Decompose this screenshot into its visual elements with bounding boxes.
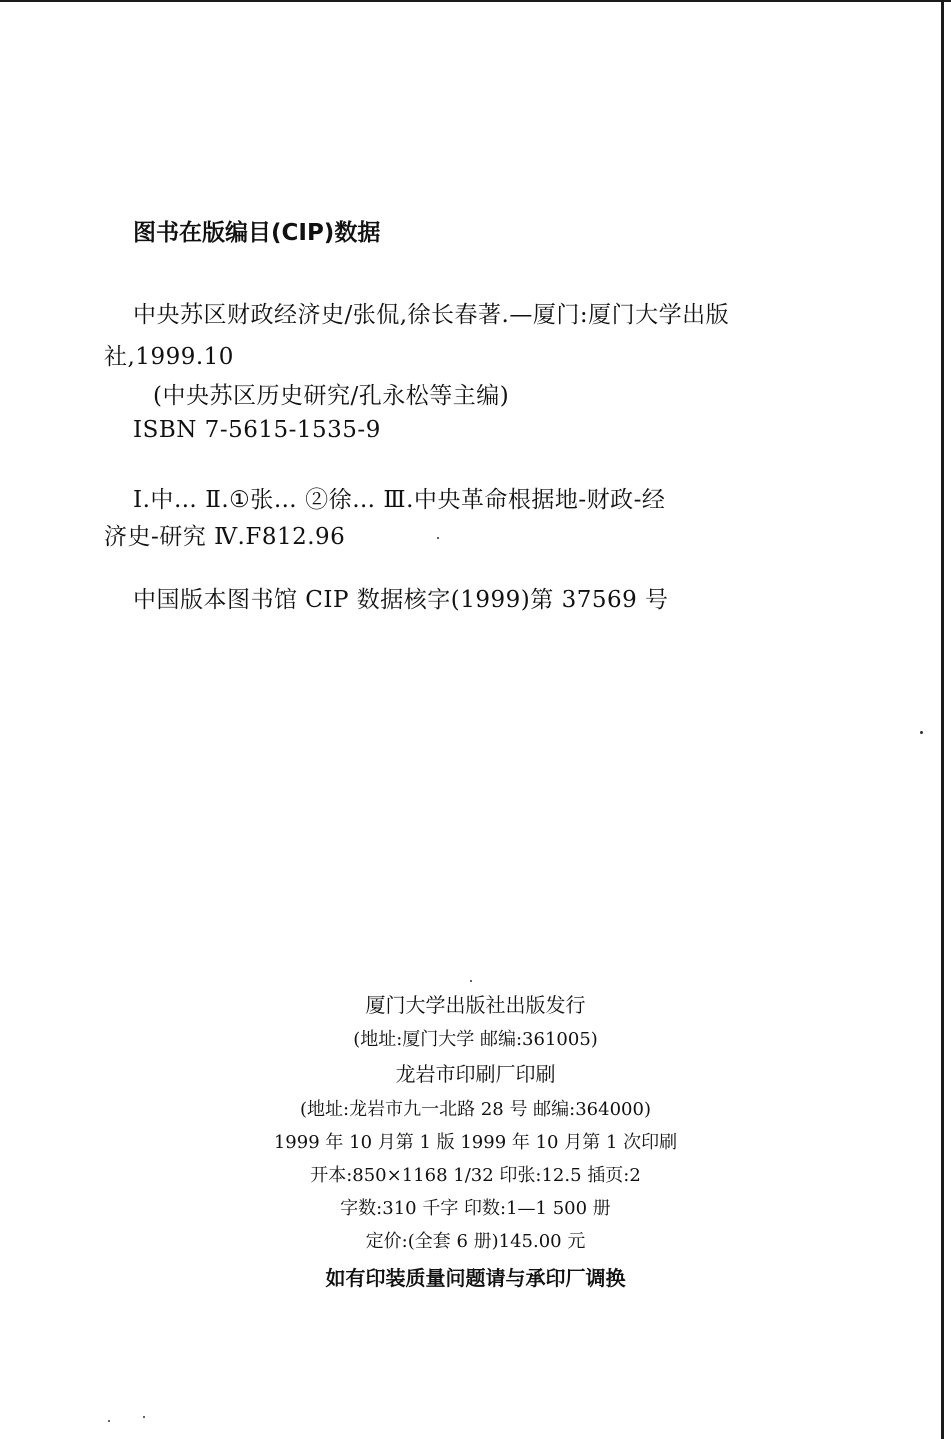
cip-subject-line-1: Ⅰ.中… Ⅱ.①张… ②徐… Ⅲ.中央革命根据地-财政-经 — [133, 487, 666, 513]
imprint-publisher-address: (地址:厦门大学 邮编:361005) — [353, 1029, 598, 1050]
imprint-counts: 字数:310 千字 印数:1—1 500 册 — [340, 1198, 611, 1219]
cip-record-number: 中国版本图书馆 CIP 数据核字(1999)第 37569 号 — [133, 587, 669, 613]
imprint-price: 定价:(全套 6 册)145.00 元 — [365, 1231, 586, 1252]
imprint-quality-notice: 如有印装质量问题请与承印厂调换 — [325, 1266, 626, 1290]
cip-isbn: ISBN 7-5615-1535-9 — [133, 417, 381, 443]
scan-speck — [920, 731, 923, 734]
top-border-line — [0, 0, 951, 2]
cip-title-line-2: 社,1999.10 — [104, 344, 234, 370]
cip-title-line-1: 中央苏区财政经济史/张侃,徐长春著.—厦门:厦门大学出版 — [133, 302, 730, 328]
cip-heading: 图书在版编目(CIP)数据 — [133, 220, 381, 246]
scan-speck — [437, 537, 439, 539]
scan-speck — [470, 980, 472, 982]
imprint-format: 开本:850×1168 1/32 印张:12.5 插页:2 — [310, 1165, 641, 1186]
scan-speck — [108, 1420, 110, 1422]
imprint-publisher: 厦门大学出版社出版发行 — [365, 993, 586, 1017]
imprint-printer: 龙岩市印刷厂印刷 — [395, 1062, 556, 1086]
scan-speck — [143, 1416, 145, 1418]
imprint-edition: 1999 年 10 月第 1 版 1999 年 10 月第 1 次印刷 — [273, 1132, 678, 1153]
imprint-printer-address: (地址:龙岩市九一北路 28 号 邮编:364000) — [300, 1099, 651, 1120]
cip-subject-line-2: 济史-研究 Ⅳ.F812.96 — [104, 524, 346, 550]
right-border-line — [941, 0, 944, 1439]
cip-series: (中央苏区历史研究/孔永松等主编) — [153, 383, 510, 409]
